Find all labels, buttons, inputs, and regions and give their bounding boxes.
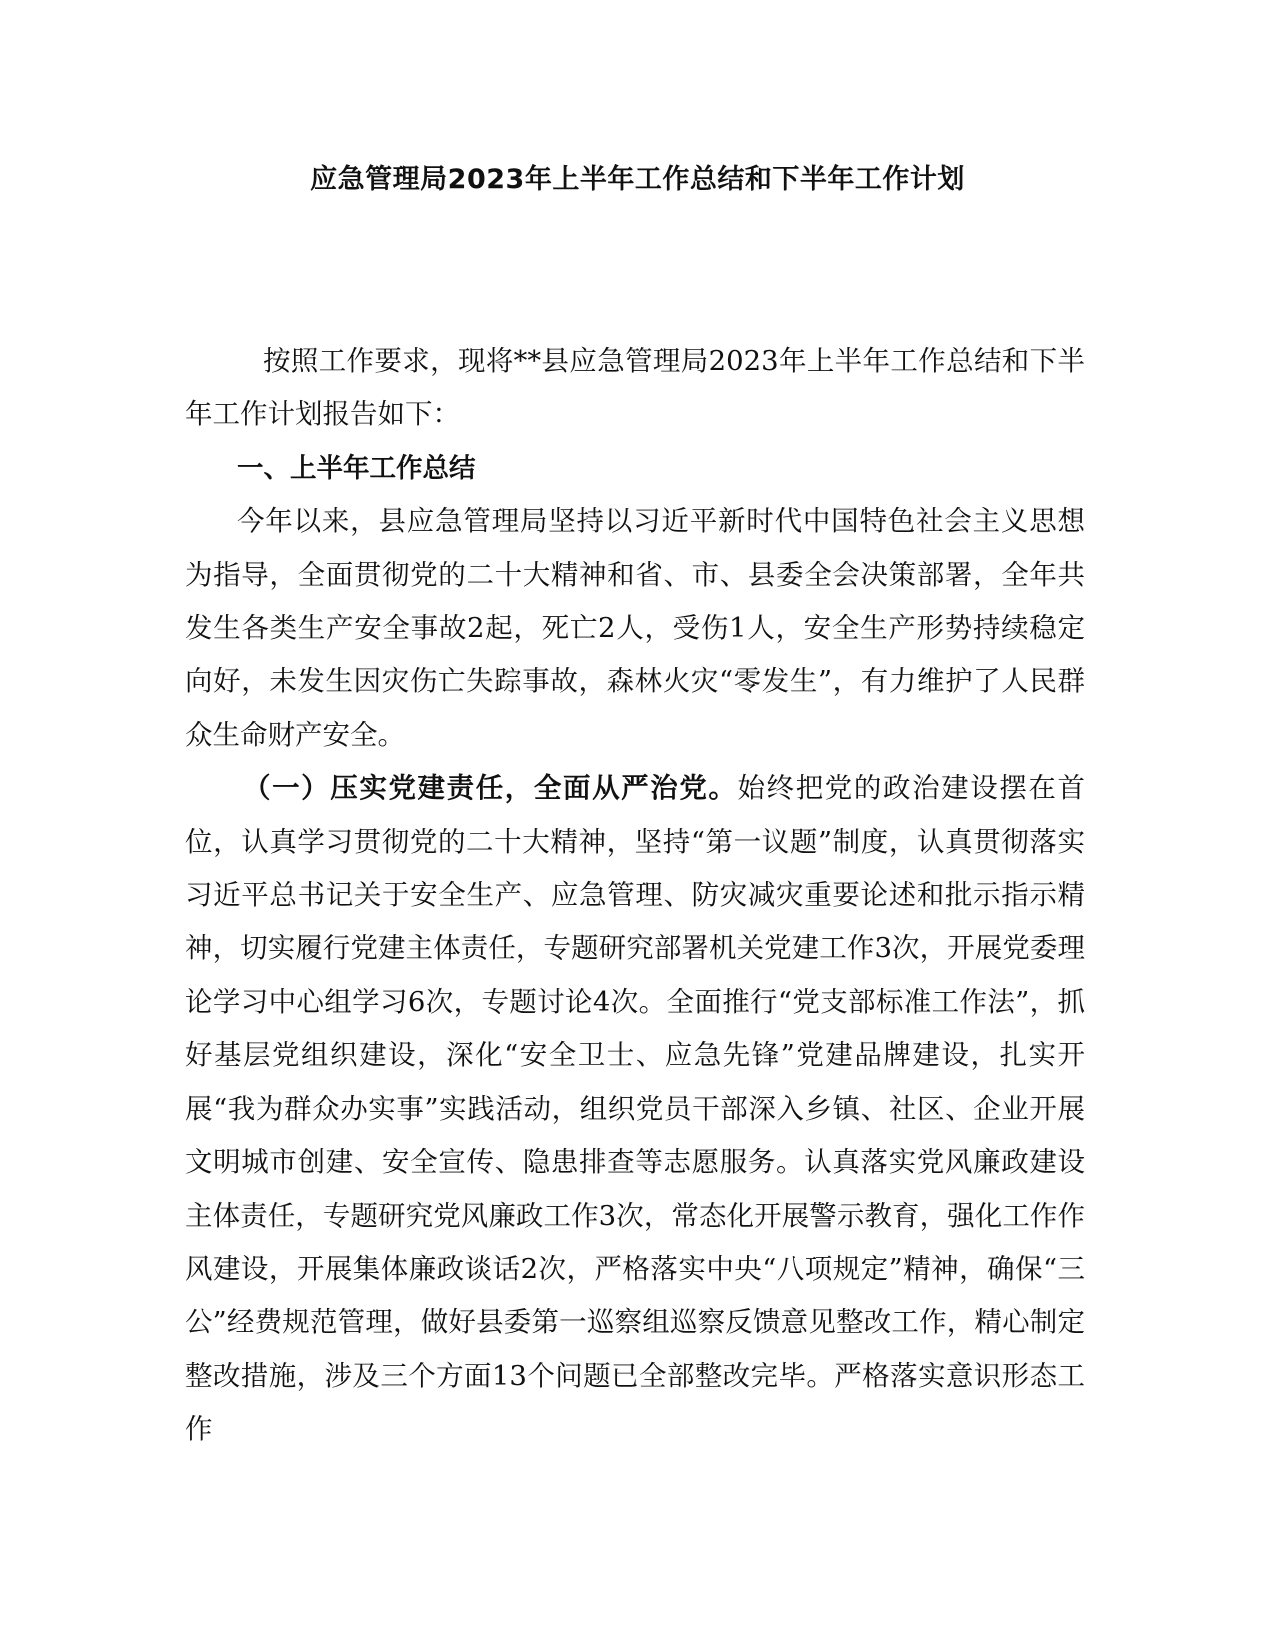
document-body <box>185 335 1085 1457</box>
document-title: 应急管理局2023年上半年工作总结和下半年工作计划 <box>310 164 965 195</box>
subsection-paragraph <box>185 762 1085 1456</box>
summary-paragraph: 今年以来，县应急管理局坚持以习近平新时代中国特色社会主义思想为指导，全面贯彻党的二十大精神和省、市、县委全会决策部署，全年共发生各类生产安全事故2起，死亡2人，受伤1人，安全生产形势持续稳定向好，未发生因灾伤亡失踪事故，森林火灾“零发生”，有力维护了人民群众生命财产安全。 <box>185 505 1085 751</box>
intro-paragraph: 按照工作要求，现将**县应急管理局2023年上半年工作总结和下半年工作计划报告如下： <box>185 345 1085 431</box>
subsection-body: 始终把党的政治建设摆在首位，认真学习贯彻党的二十大精神，坚持“第一议题”制度，认真贯彻落实习近平总书记关于安全生产、应急管理、防灾减灾重要论述和批示指示精神，切实履行党建主体责任，专题研究部署机关党建工作3次，开展党委理论学习中心组学习6次，专题讨论4次。全面推行“党支部标准工作法”，抓好基层党组织建设，深化“安全卫士、应急先锋”党建品牌建设，扎实开展“我为群众办实事”实践活动，组织党员干部深入乡镇、社区、企业开展文明城市创建、安全宣传、隐患排查等志愿服务。认真落实党风廉政建设主体责任，专题研究党风廉政工作3次，常态化开展警示教育，强化工作作风建设，开展集体廉政谈话2次，严格落实中央“八项规定”精神，确保“三公”经费规范管理，做好县委第一巡察组巡察反馈意见整改工作，精心制定整改措施，涉及三个方面13个问题已全部整改完毕。严格落实意识形态工作 <box>185 772 1086 1446</box>
subsection-lead: （一）压实党建责任，全面从严治党。 <box>243 772 738 805</box>
section-heading: 一、上半年工作总结 <box>237 452 476 484</box>
